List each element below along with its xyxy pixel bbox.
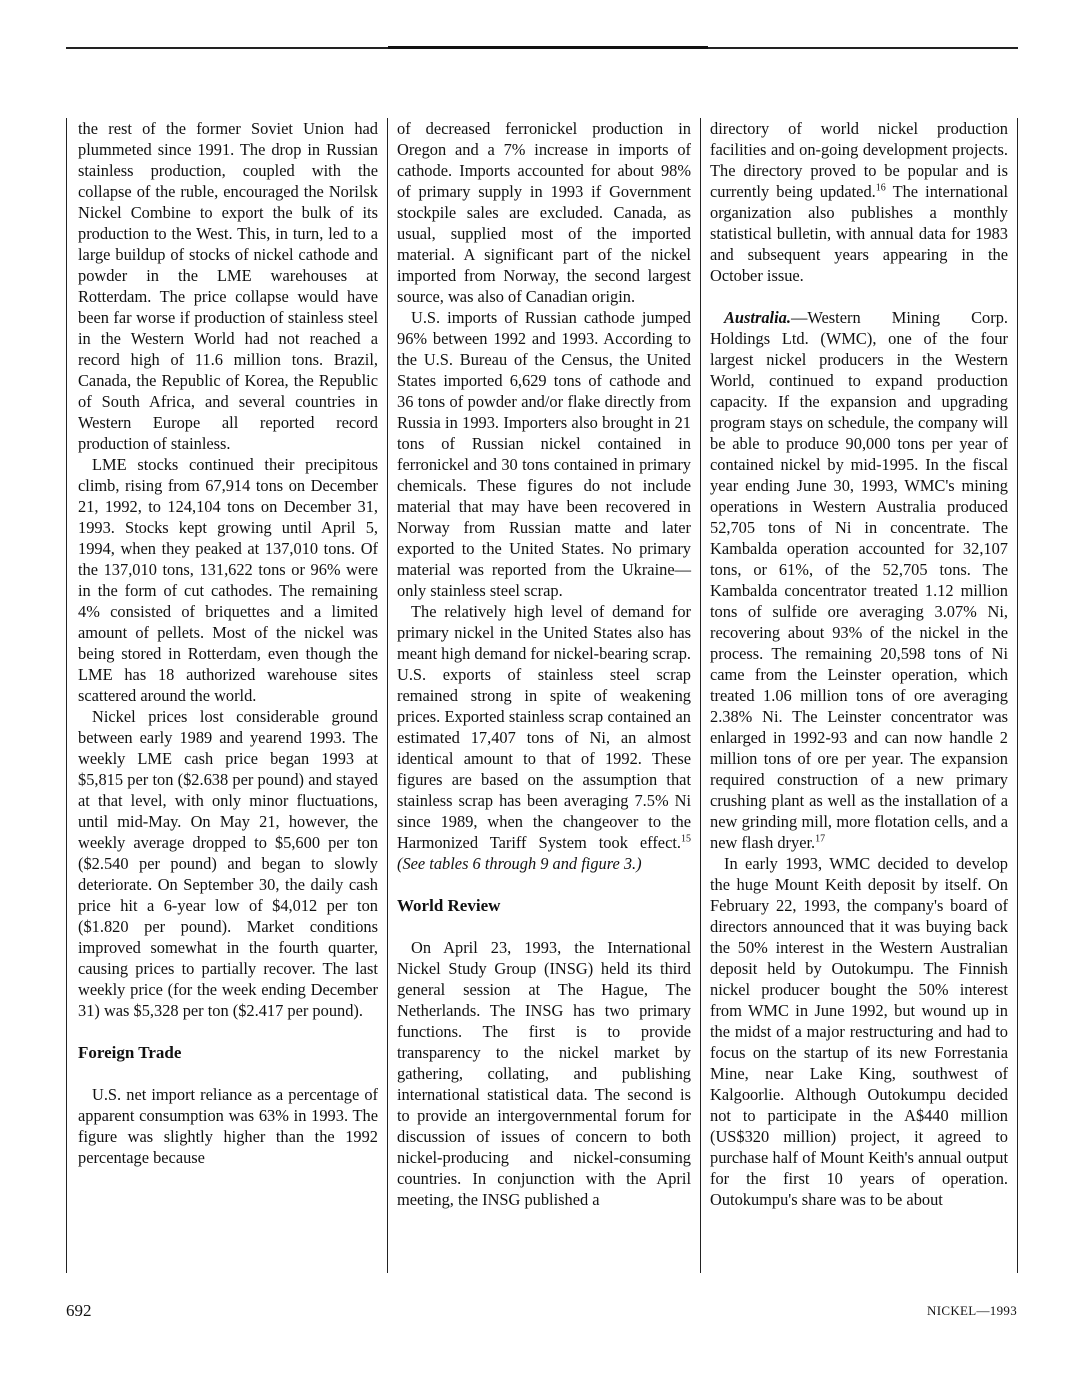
- column-3: [710, 118, 1008, 1210]
- section-heading-world-review: World Review: [397, 896, 501, 915]
- column-divider-right: [1017, 118, 1018, 1273]
- section-heading-foreign-trade: Foreign Trade: [78, 1043, 182, 1062]
- column-divider-left: [66, 118, 67, 1273]
- paragraph: the rest of the former Soviet Union had plummeted since 1991. The drop in Russian stainless production, coupled with the collapse of the ruble, encouraged the Norilsk Nickel Combine to export the bulk of its production to the West. This, in turn, led to a large buildup of stocks of nickel cathode and powder in the LME warehouses at Rotterdam. The price collapse would have been far worse if production of stainless steel in the Western World had not reached a record high of 11.6 million tons. Brazil, Canada, the Republic of Korea, the Republic of South Africa, and several countries in Western Europe all reported record production of stainless.: [78, 119, 378, 453]
- footnote-marker: 15: [681, 833, 691, 845]
- table-reference: (See tables 6 through 9 and figure 3.): [397, 854, 642, 873]
- paragraph-text: —Western Mining Corp. Holdings Ltd. (WMC), one of the four largest nickel producers in the Western World, continued to expand production capacity. If the expansion and upgrading program stays on schedule, the company will be able to produce 90,000 tons per year of contained nickel by mid-1995. In the fiscal year ending June 30, 1993, WMC's mining operations in Western Australia produced 52,705 tons of Ni in concentrate. The Kambalda operation accounted for 32,107 tons, or 61%, of the 52,705 tons. The Kambalda concentrator treated 1.12 million tons of sulfide ore averaging 3.07% Ni, recovering about 93% of the nickel in the process. The remaining 20,598 tons of Ni came from the Leinster operation, which treated 1.06 million tons of ore averaging 2.38% Ni. The Leinster concentrator was enlarged in 1992-93 and can now handle 2 million tons of ore per year. The expansion required construction of a new primary crushing plant as well as the installation of a new grinding mill, more flotation cells, and a new flash dryer.: [710, 308, 1008, 852]
- paragraph-with-note: [397, 601, 691, 874]
- paragraph: In early 1993, WMC decided to develop the huge Mount Keith deposit by itself. On February 22, 1993, the company's board of directors announced that it was buying back the 50% interest in the Western Australian deposit held by Outokumpu. The Finnish nickel producer bought the 50% interest from WMC in June 1992, but wound up in the midst of a major restructuring and had to focus on the startup of its new Forrestania Mine, near Lake King, southwest of Kalgoorlie. Although Outokumpu decided not to participate in the A$440 million (US$320 million) project, it agreed to purchase half of Mount Keith's annual output for the first 10 years of operation. Outokumpu's share was to be about: [710, 854, 1008, 1209]
- paragraph-australia: [710, 307, 1008, 853]
- paragraph-with-note: [710, 118, 1008, 286]
- paragraph: U.S. imports of Russian cathode jumped 96% between 1992 and 1993. According to the U.S. Bureau of the Census, the United States imported 6,629 tons of cathode and 36 tons of powder and/or flake directly from Russia in 1993. Importers also brought in 21 tons of Russian nickel contained in ferronickel and 30 tons contained in primary chemicals. These figures do not include material that may have been recovered in Norway from Russian matte and later exported to the United States. No primary material was reported from the Ukraine—only stainless steel scrap.: [397, 308, 691, 600]
- footnote-marker: 16: [875, 182, 886, 194]
- footnote-marker: 17: [815, 833, 826, 845]
- column-divider-center-right: [700, 118, 701, 1273]
- paragraph-text: The relatively high level of demand for primary nickel in the United States also has meant high demand for nickel-bearing scrap. U.S. exports of stainless steel scrap remained strong in spite of weakening prices. Exported stainless scrap contained an estimated 17,407 tons of Ni, an almost identical amount to that of 1992. These figures are based on the assumption that stainless scrap has been averaging 7.5% Ni since 1989, when the changeover to the Harmonized Tariff System took effect.: [397, 602, 692, 852]
- country-lead: Australia.: [724, 308, 791, 327]
- paragraph-text: directory of world nickel production facilities and on-going development projects. The directory proved to be popular and is currently being updated.: [710, 119, 1008, 201]
- column-2: [397, 118, 691, 1210]
- paragraph: Nickel prices lost considerable ground between early 1989 and yearend 1993. The weekly LME cash price began 1993 at $5,815 per ton ($2.638 per pound) and stayed at that level, with only minor fluctuations, until mid-May. On May 21, however, the weekly average dropped to $5,600 per ton ($2.540 per pound) and began to slowly deteriorate. On September 30, the daily cash price hit a 6-year low of $4,012 per ton ($1.820 per pound). Market conditions improved somewhat in the fourth quarter, causing prices to partially recover. The last weekly price (for the week ending December 31) was $5,328 per ton ($2.417 per pound).: [78, 707, 378, 1020]
- column-1: [78, 118, 378, 1168]
- column-divider-center-left: [387, 118, 388, 1273]
- page-number: 692: [66, 1301, 92, 1320]
- paragraph: On April 23, 1993, the International Nickel Study Group (INSG) held its third general session at The Hague, The Netherlands. The INSG has two primary functions. The first is to provide transparency to the nickel market by gathering, collating, and publishing international statistical data. The second is to provide an intergovernmental forum for discussion of issues of concern to both nickel-producing and nickel-consuming countries. In conjunction with the April meeting, the INSG published a: [397, 938, 691, 1209]
- top-rule-accent: [388, 46, 708, 49]
- paragraph: of decreased ferronickel production in Oregon and a 7% increase in imports of cathode. Imports accounted for about 98% of primary supply in 1993 if Government stockpile sales are excluded. Canada, as usual, supplied most of the imported material. A significant part of the nickel imported from Norway, the second largest source, was also of Canadian origin.: [397, 119, 691, 306]
- running-footer: NICKEL—1993: [927, 1303, 1017, 1318]
- paragraph-text: The international organization also publishes a monthly statistical bulletin, with annual data for 1983 and subsequent years appearing in the October issue.: [710, 182, 1008, 285]
- paragraph: LME stocks continued their precipitous climb, rising from 67,914 tons on December 21, 1992, to 124,104 tons on December 31, 1993. Stocks kept growing until April 5, 1994, when they peaked at 137,010 tons. Of the 137,010 tons, 131,622 tons or 96% were in the form of cut cathodes. The remaining 4% consisted of briquettes and a limited amount of pellets. Most of the nickel was being stored in Rotterdam, even though the LME has 18 authorized warehouse sites scattered around the world.: [78, 455, 378, 705]
- paragraph: U.S. net import reliance as a percentage of apparent consumption was 63% in 1993. The figure was slightly higher than the 1992 percentage because: [78, 1085, 378, 1167]
